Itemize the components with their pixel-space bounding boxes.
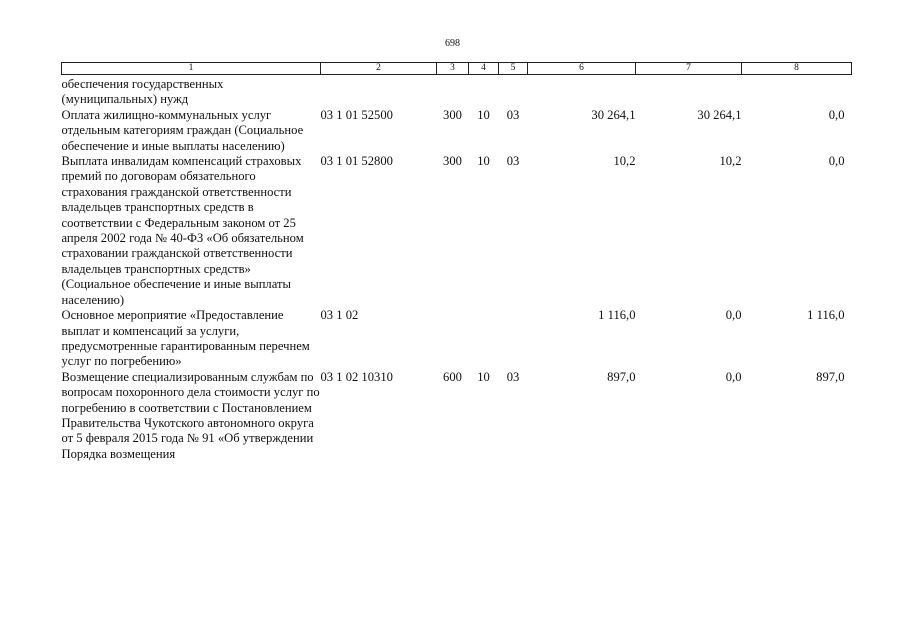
column-header: 5 [499,63,528,75]
row-subsection [499,308,528,370]
row-amount-col8: 897,0 [816,369,845,384]
row-expense-type [437,308,469,370]
row-expense-type: 600 [443,369,462,384]
table-row [62,308,852,370]
row-amount-total: 1 116,0 [598,308,636,323]
row-subsection: 03 [506,154,520,169]
row-amount-col7: 0,0 [725,369,742,384]
row-code: 03 1 01 52500 [320,107,393,122]
row-section [469,308,499,370]
row-section: 10 [477,369,490,384]
row-amount-col7: 0,0 [725,308,742,323]
row-code: 03 1 02 10310 [320,369,393,384]
row-name: Оплата жилищно-коммунальных услуг отдельным категориям граждан (Социальное обеспечение и иные выплаты населению) [61,107,304,153]
column-header: 1 [62,63,321,75]
row-expense-type: 300 [443,154,462,169]
row-name: Основное мероприятие «Предоставление выплат и компенсаций за услуги, предусмотренные гарантированным перечнем услуг по погребению» [61,308,310,369]
row-subsection: 03 [506,369,520,384]
row-amount-col7: 10,2 [719,154,742,169]
row-amount-col7: 30 264,1 [697,107,742,122]
row-amount-col8: 0,0 [828,154,845,169]
row-section [469,75,499,108]
row-amount-total: 897,0 [607,369,636,384]
column-header: 3 [437,63,469,75]
column-header: 7 [636,63,742,75]
budget-table [61,62,852,462]
row-section: 10 [477,154,490,169]
table-body [62,75,852,463]
row-amount-col8: 1 116,0 [807,308,845,323]
row-expense-type: 300 [443,107,462,122]
row-subsection [499,75,528,108]
table-row [62,108,852,154]
column-header: 2 [321,63,437,75]
table-header [62,63,852,75]
table-row [62,154,852,308]
row-section: 10 [477,107,490,122]
row-amount-col8: 0,0 [828,107,845,122]
row-expense-type [437,75,469,108]
row-name: Возмещение специализированным службам по вопросам похоронного дела стоимости услуг по погребению в соответствии с Постановлением Правительства Чукотского автономного округа от 5 февраля 2015 года № 91 «Об утверждении Порядка возмещения [61,369,320,461]
row-name: обеспечения государственных (муниципальных) нужд [61,77,224,107]
row-amount-col7 [636,75,742,108]
row-name: Выплата инвалидам компенсаций страховых премий по договорам обязательного страхования гражданской ответственности владельцев транспортных средств в соответствии с Федеральным законом от 25 апреля 2002 года № 40-ФЗ «Об обязательном страховании гражданской ответственности владельцев транспортных средств» (Социальное обеспечение и иные выплаты населению) [61,154,304,307]
row-code [321,75,437,108]
column-header: 6 [528,63,636,75]
row-amount-col8 [742,75,852,108]
row-code: 03 1 01 52800 [320,154,393,169]
table-row [62,75,852,108]
table-row [62,370,852,462]
column-header: 8 [742,63,852,75]
column-number-row [62,63,852,75]
row-amount-total: 10,2 [613,154,636,169]
row-subsection: 03 [506,107,520,122]
page-number: 698 [445,38,460,49]
column-header: 4 [469,63,499,75]
row-amount-total: 30 264,1 [591,107,636,122]
row-amount-total [528,75,636,108]
row-code: 03 1 02 [320,308,359,323]
